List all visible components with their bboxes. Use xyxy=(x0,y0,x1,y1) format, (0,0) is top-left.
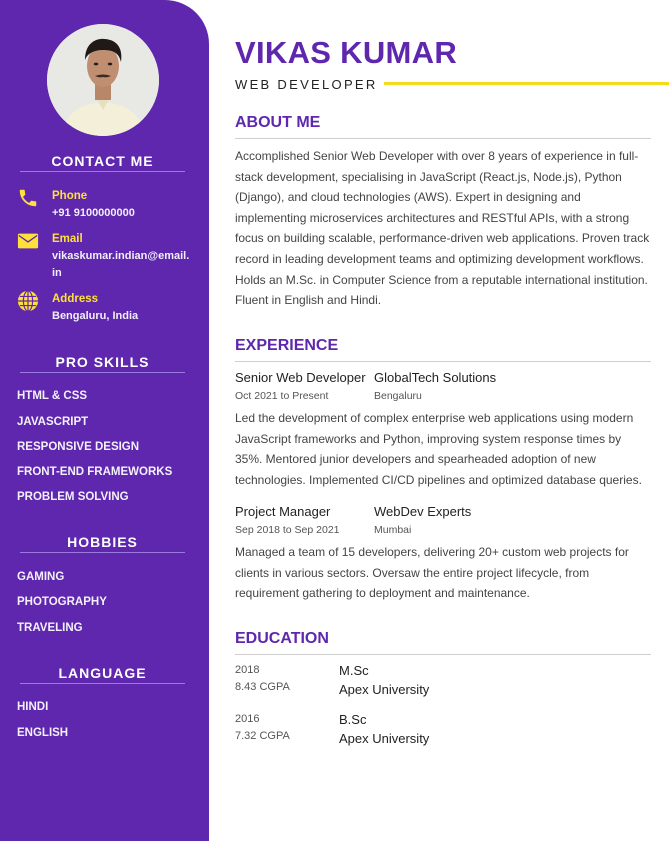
contact-value-address: Bengaluru, India xyxy=(52,310,139,322)
contact-value-phone[interactable]: +91 9100000000 xyxy=(52,207,135,219)
job-location: Bengaluru xyxy=(374,390,422,402)
skill-item: JAVASCRIPT xyxy=(17,416,89,428)
education-heading: EDUCATION xyxy=(235,630,651,655)
contact-label-email: Email xyxy=(52,233,83,245)
title-accent-line xyxy=(384,82,669,85)
hobby-item: TRAVELING xyxy=(17,622,83,634)
phone-icon xyxy=(17,187,39,209)
contact-label-address: Address xyxy=(52,293,99,305)
contact-heading: CONTACT ME xyxy=(20,153,185,172)
job-dates: Sep 2018 to Sep 2021 xyxy=(235,524,340,536)
job-description: Led the development of complex enterprise web applications using modern JavaScript frameworks and Python, improving system response times by 35%. Mentored junior developers and spearheaded adoption of new technologies. Implemented CI/CD pipelines and optimized database queries. xyxy=(235,411,642,487)
contact-label-phone: Phone xyxy=(52,190,88,202)
about-heading: ABOUT ME xyxy=(235,114,651,139)
candidate-name: VIKAS KUMAR xyxy=(235,35,458,70)
edu-year: 2018 xyxy=(235,664,260,676)
edu-degree: M.Sc xyxy=(339,663,369,678)
job-dates: Oct 2021 to Present xyxy=(235,390,329,402)
experience-heading: EXPERIENCE xyxy=(235,337,651,362)
skill-item: FRONT-END FRAMEWORKS xyxy=(17,466,173,478)
edu-year: 2016 xyxy=(235,713,260,725)
email-icon xyxy=(17,230,39,252)
skills-heading: PRO SKILLS xyxy=(20,354,185,373)
hobbies-heading: HOBBIES xyxy=(20,534,185,553)
edu-gpa: 8.43 CGPA xyxy=(235,681,290,693)
job-description: Managed a team of 15 developers, delivering 20+ custom web projects for clients in various sectors. Oversaw the entire project lifecycle, from requirement gathering to deployment and maintenance. xyxy=(235,545,629,601)
globe-icon xyxy=(17,290,39,312)
language-item: HINDI xyxy=(17,701,49,713)
job-location: Mumbai xyxy=(374,524,412,536)
language-item: ENGLISH xyxy=(17,727,69,739)
profile-photo-icon xyxy=(47,24,159,136)
edu-degree: B.Sc xyxy=(339,712,367,727)
edu-school: Apex University xyxy=(339,731,430,746)
skill-item: HTML & CSS xyxy=(17,390,88,402)
about-text: Accomplished Senior Web Developer with over 8 years of experience in full-stack development, specialising in JavaScript (React.js, Node.js), Python (Django), and cloud technologies (AWS). Expert in designing and implementing microservices architectures and RESTful APIs, with a strong focus on building scalable, performance-driven web applications. Proven track record in leading development teams and optimizing development workflows. Holds an M.Sc. in Computer Science from a reputable international institution. Fluent in English and Hindi. xyxy=(235,149,650,308)
job-company: GlobalTech Solutions xyxy=(374,370,497,385)
language-heading: LANGUAGE xyxy=(20,665,185,684)
hobby-item: PHOTOGRAPHY xyxy=(17,596,107,608)
job-title: Senior Web Developer xyxy=(235,370,366,385)
skill-item: PROBLEM SOLVING xyxy=(17,491,129,503)
job-title: Project Manager xyxy=(235,504,331,519)
hobby-item: GAMING xyxy=(17,571,65,583)
job-title-header: WEB DEVELOPER xyxy=(235,77,378,92)
edu-school: Apex University xyxy=(339,682,430,697)
avatar xyxy=(47,24,159,136)
edu-gpa: 7.32 CGPA xyxy=(235,730,290,742)
skill-item: RESPONSIVE DESIGN xyxy=(17,441,140,453)
contact-value-email[interactable]: vikaskumar.indian@email.in xyxy=(52,250,190,279)
job-company: WebDev Experts xyxy=(374,504,472,519)
sidebar xyxy=(0,0,209,841)
